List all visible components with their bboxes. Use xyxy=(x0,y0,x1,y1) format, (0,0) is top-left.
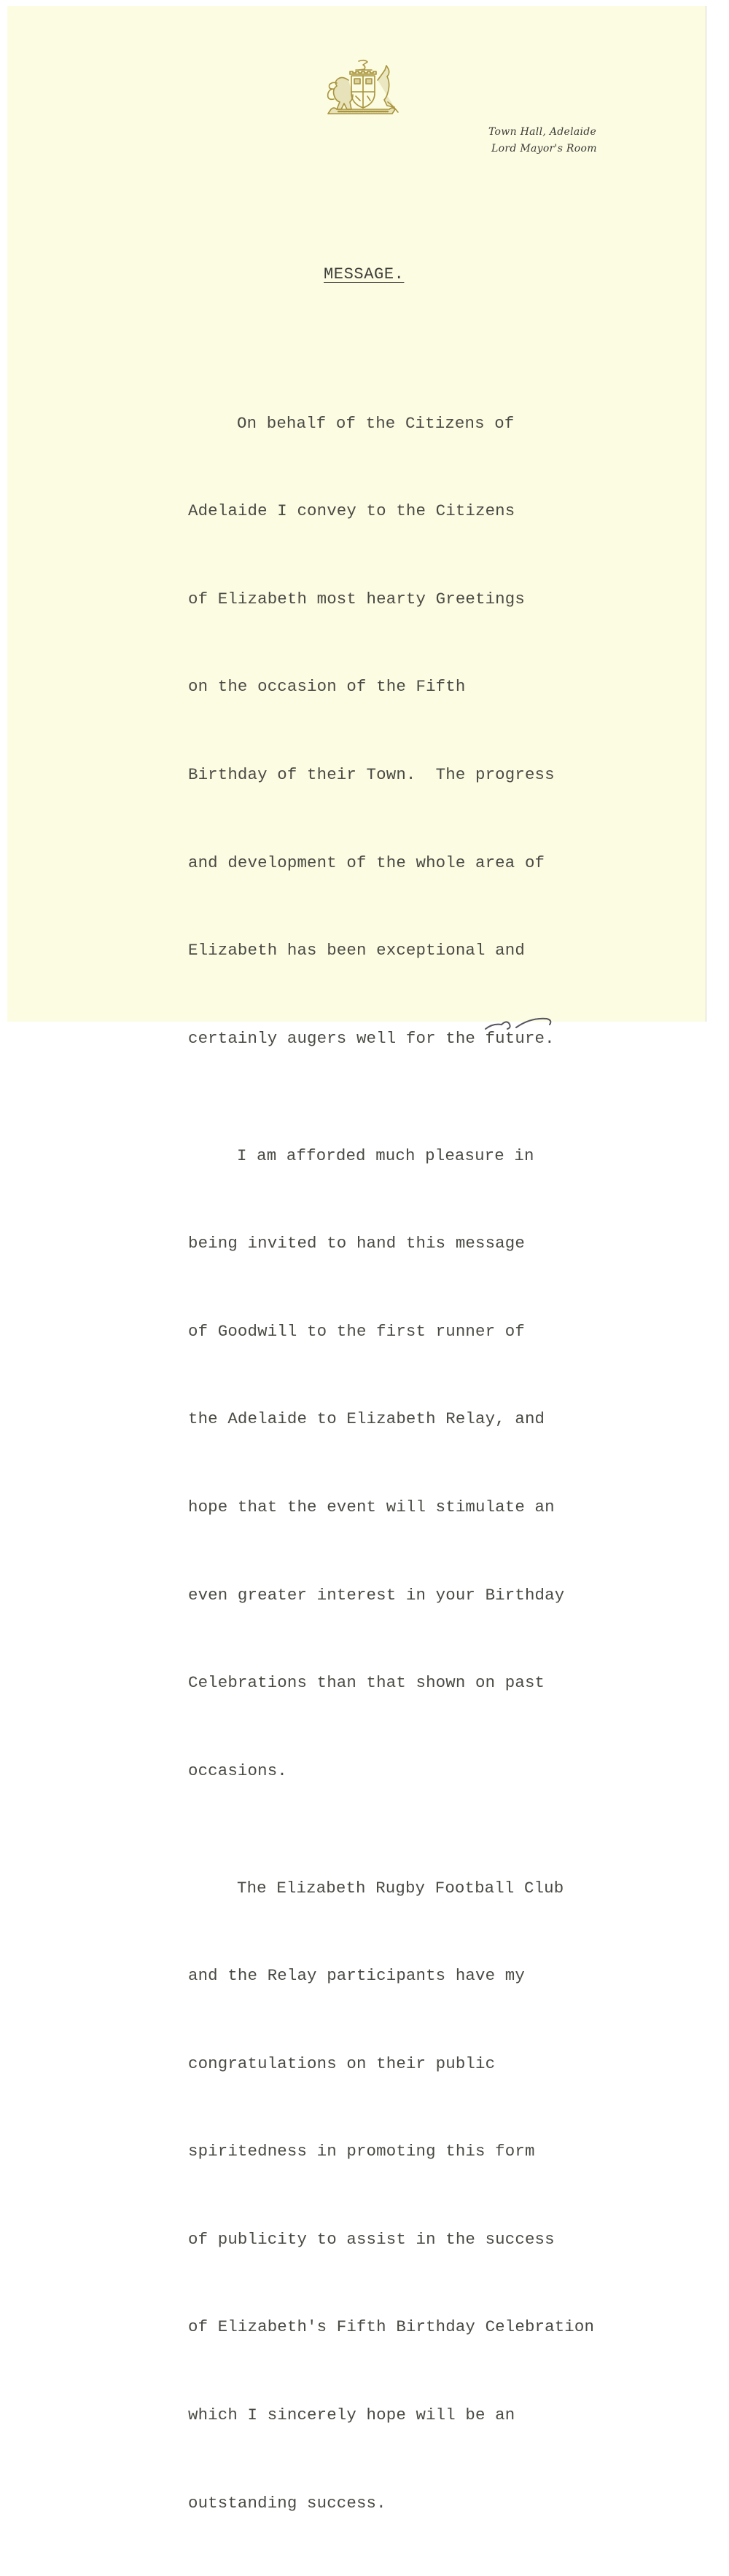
address-line-1: Town Hall, Adelaide xyxy=(488,126,597,138)
paragraph-2-line-7: Celebrations than that shown on past xyxy=(188,1673,545,1693)
paragraph-2-line-3: of Goodwill to the first runner of xyxy=(188,1321,525,1341)
paragraph-3-line-5: of publicity to assist in the success xyxy=(188,2229,555,2249)
document-title: MESSAGE. xyxy=(324,265,405,283)
letterhead-address xyxy=(488,124,597,157)
paragraph-1-line-3: of Elizabeth most hearty Greetings xyxy=(188,589,525,608)
paragraph-2-line-4: the Adelaide to Elizabeth Relay, and xyxy=(188,1409,545,1429)
paragraph-3-line-2: and the Relay participants have my xyxy=(188,1966,525,1986)
letter-page xyxy=(7,6,706,2513)
paragraph-1-line-1: On behalf of the Citizens of xyxy=(237,413,515,433)
coat-of-arms-icon xyxy=(321,58,405,118)
paragraph-1-line-8: certainly augers well for the future. xyxy=(188,1028,555,1048)
paragraph-1-line-5: Birthday of their Town. The progress xyxy=(188,764,555,784)
paragraph-3-line-6: of Elizabeth's Fifth Birthday Celebration xyxy=(188,2317,595,2337)
paragraph-1-line-4: on the occasion of the Fifth xyxy=(188,677,466,697)
paragraph-2-line-8: occasions. xyxy=(188,1761,287,1780)
paragraph-3-line-4: spiritedness in promoting this form xyxy=(188,2142,535,2161)
paragraph-1-line-6: and development of the whole area of xyxy=(188,853,545,872)
paragraph-3-line-7: which I sincerely hope will be an xyxy=(188,2405,515,2425)
paragraph-3-line-8: outstanding success. xyxy=(188,2493,386,2513)
paragraph-2-line-2: being invited to hand this message xyxy=(188,1234,525,1253)
paragraph-2-line-5: hope that the event will stimulate an xyxy=(188,1497,555,1516)
message-body xyxy=(188,321,594,2576)
paragraph-1-line-2: Adelaide I convey to the Citizens xyxy=(188,501,515,521)
paragraph-3-line-3: congratulations on their public xyxy=(188,2054,496,2073)
paragraph-3-line-1: The Elizabeth Rugby Football Club xyxy=(237,1878,564,1898)
address-line-2: Lord Mayor's Room xyxy=(491,143,597,154)
paragraph-2-line-1: I am afforded much pleasure in xyxy=(237,1146,534,1165)
paragraph-1-line-7: Elizabeth has been exceptional and xyxy=(188,941,525,960)
paragraph-2-line-6: even greater interest in your Birthday xyxy=(188,1585,565,1605)
signature-mark xyxy=(480,1016,582,1030)
